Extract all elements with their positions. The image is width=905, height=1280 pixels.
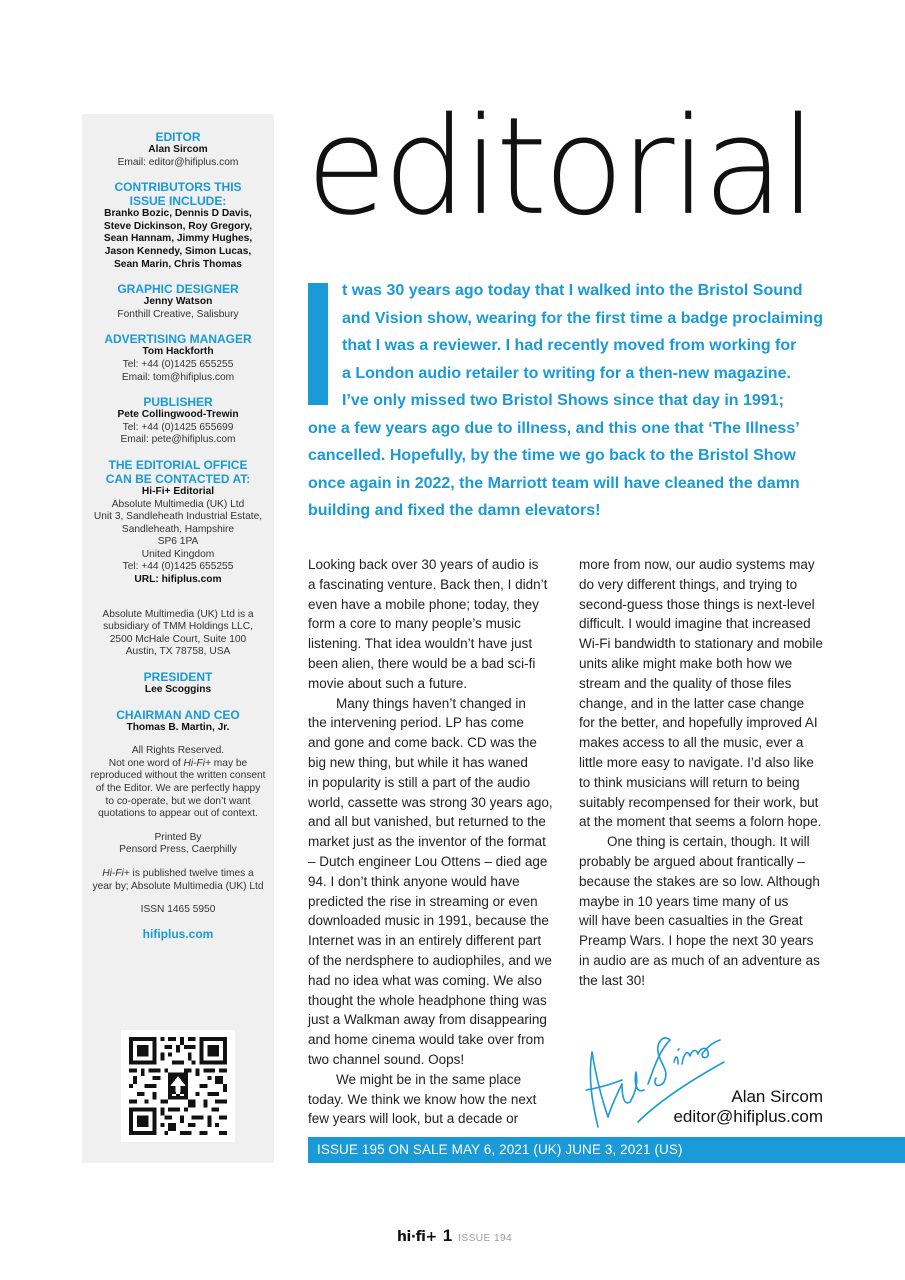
contributor-line: Branko Bozic, Dennis D Davis, — [104, 208, 252, 220]
contributor-line: Steve Dickinson, Roy Gregory, — [103, 220, 253, 232]
body-line: suitably recompensed for their work, but — [579, 794, 819, 810]
contributor-line: Sean Hannam, Jimmy Hughes, — [103, 233, 253, 245]
advertising-email: Email: tom@hifiplus.com — [121, 371, 235, 383]
editor-credit — [82, 130, 274, 169]
body-column-1 — [308, 555, 564, 1129]
body-line: a fascinating venture. Back then, I didn’t — [308, 576, 548, 592]
office-line: Sandleheath, Hampshire — [121, 523, 235, 535]
body-line: will have been casualties in the Great — [579, 913, 803, 929]
office-line: United Kingdom — [141, 548, 215, 560]
contributors-heading-2: ISSUE INCLUDE: — [129, 194, 227, 209]
intro-line: a London audio retailer to writing for a then-new magazine. — [342, 364, 791, 382]
office-heading: THE EDITORIAL OFFICE — [108, 457, 248, 472]
advertising-tel: Tel: +44 (0)1425 655255 — [122, 358, 234, 370]
office-url: URL: hifiplus.com — [134, 574, 222, 586]
designer-credit — [82, 282, 274, 321]
body-line: market just as the inventor of the format — [308, 834, 546, 850]
author-name: Alan Sircom — [731, 1087, 823, 1106]
editor-heading: EDITOR — [155, 130, 201, 144]
body-line: the last 30! — [579, 972, 646, 988]
body-line: Preamp Wars. I hope the next 30 years — [579, 933, 814, 949]
subsidiary-note — [82, 609, 274, 659]
body-line: 94. I don’t think anyone would have — [308, 873, 520, 889]
intro-line: t was 30 years ago today that I walked into the Bristol Sound — [342, 282, 803, 299]
designer-heading: GRAPHIC DESIGNER — [117, 282, 239, 297]
body-line: few years will look, but a decade or — [308, 1111, 519, 1127]
rights-line: to co-operate, but we don’t want — [105, 795, 251, 807]
page-title: editorial — [306, 88, 813, 246]
rights-line: quotations to appear out of context. — [98, 808, 258, 820]
publisher-tel: Tel: +44 (0)1425 655699 — [122, 421, 234, 433]
office-contact — [82, 458, 274, 587]
advertising-heading: ADVERTISING MANAGER — [104, 332, 252, 347]
body-line: form a core to many people’s music — [308, 616, 521, 632]
intro-line: that I was a reviewer. I had recently moved from working for — [342, 337, 797, 354]
body-line: for the better, and hopefully improved AI — [579, 715, 818, 731]
body-line: difficult. I would imagine that increased — [579, 616, 811, 632]
designer-company: Fonthill Creative, Salisbury — [117, 308, 239, 320]
qr-code-icon — [128, 1037, 228, 1135]
chairman-heading: CHAIRMAN AND CEO — [116, 707, 240, 722]
body-line: in audio are as much of an adventure as — [579, 952, 820, 968]
body-line: even have a mobile phone; today, they — [308, 596, 539, 612]
body-line: of the nerdsphere to audiophiles, and we — [308, 952, 552, 968]
publishing-line — [82, 868, 274, 881]
editor-email: Email: editor@hifiplus.com — [117, 156, 239, 168]
contributors-heading: CONTRIBUTORS THIS — [114, 180, 242, 195]
body-line: two channel sound. Oops! — [308, 1051, 465, 1067]
body-line: movie about such a future. — [308, 675, 468, 691]
chairman-name: Thomas B. Martin, Jr. — [126, 721, 230, 733]
publisher-name: Pete Collingwood-Trewin — [117, 409, 239, 421]
editor-name: Alan Sircom — [148, 144, 208, 155]
qr-code — [121, 1030, 235, 1142]
rights-line: All Rights Reserved. — [131, 745, 225, 757]
body-line: downloaded music in 1991, because the — [308, 913, 549, 929]
office-line: SP6 1PA — [157, 536, 199, 548]
body-line: probably be argued about frantically – — [579, 853, 805, 869]
publisher-credit — [82, 395, 274, 447]
body-line: more from now, our audio systems may — [579, 557, 815, 572]
body-line: – Dutch engineer Lou Ottens – died age — [308, 853, 548, 869]
body-line: do very different things, and trying to — [579, 576, 798, 592]
publishing-text: is published twelve times a — [129, 867, 254, 879]
contributor-line: Jason Kennedy, Simon Lucas, — [104, 245, 252, 257]
body-line: Looking back over 30 years of audio is — [308, 557, 539, 572]
printer-note — [82, 832, 274, 857]
office-line: Absolute Multimedia (UK) Ltd — [111, 498, 245, 510]
body-line: makes access to all the music, ever a — [579, 735, 804, 751]
body-line: predicted the rise in streaming or even — [308, 893, 538, 909]
issn-line: ISSN 1465 5950 — [140, 904, 216, 916]
body-line: maybe in 10 years time many of us — [579, 893, 789, 909]
subsidiary-line: Absolute Multimedia (UK) Ltd is a — [102, 608, 254, 620]
printer-line: Printed By — [154, 831, 202, 843]
rights-brand: Hi-Fi+ — [183, 757, 211, 769]
body-line: and home cinema would take over from — [308, 1032, 545, 1048]
rights-text: Not one word of — [108, 757, 184, 769]
body-line: the intervening period. LP has come — [308, 715, 524, 731]
website-link[interactable]: hifiplus.com — [142, 926, 214, 941]
body-line: Many things haven’t changed in — [336, 695, 526, 711]
designer-name: Jenny Watson — [143, 296, 213, 308]
publishing-brand: Hi-Fi+ — [102, 867, 130, 879]
body-line: today. We think we know how the next — [308, 1091, 537, 1107]
president-name: Lee Scoggins — [144, 684, 212, 696]
intro-line: once again in 2022, the Marriott team will have cleaned the damn — [308, 474, 800, 492]
body-line: We might be in the same place — [336, 1071, 522, 1087]
body-line: world, cassette was strong 30 years ago, — [308, 794, 553, 810]
body-line: One thing is certain, though. It will — [607, 834, 810, 850]
office-line: Tel: +44 (0)1425 655255 — [122, 561, 234, 573]
on-sale-banner: ISSUE 195 ON SALE MAY 6, 2021 (UK) JUNE 3, 2021 (US) — [308, 1137, 905, 1163]
body-line: second-guess those things is next-level — [579, 596, 815, 612]
body-line: thought the whole headphone thing was — [308, 992, 547, 1008]
hifiplus-logo: hi·fi+ — [397, 1229, 437, 1245]
rights-line — [82, 758, 274, 771]
rights-notice — [82, 745, 274, 821]
office-name: Hi-Fi+ Editorial — [141, 485, 215, 497]
advertising-credit — [82, 332, 274, 384]
body-line: Wi-Fi bandwidth to stationary and mobile — [579, 636, 823, 652]
intro-line: and Vision show, wearing for the first time a badge proclaiming — [342, 309, 823, 327]
issn — [82, 904, 274, 917]
rights-text: may be — [210, 757, 248, 769]
body-line: listening. That idea wouldn’t have just — [308, 636, 533, 652]
body-line: change, and in the latter case change — [579, 695, 805, 711]
president-credit — [82, 670, 274, 697]
website — [82, 928, 274, 941]
president-heading: PRESIDENT — [143, 670, 213, 685]
body-column-2 — [579, 555, 835, 991]
page-footer — [397, 1226, 512, 1246]
advertising-name: Tom Hackforth — [142, 346, 214, 358]
body-line: and all but vanished, but returned to the — [308, 814, 546, 830]
body-line: just a Walkman away from disappearing — [308, 1012, 547, 1028]
body-line: and gone and come back. CD was the — [308, 735, 537, 751]
subsidiary-line: subsidiary of TMM Holdings LLC, — [103, 621, 253, 633]
subsidiary-line: Austin, TX 78758, USA — [125, 646, 231, 658]
masthead-sidebar — [82, 114, 274, 1163]
intro-line: cancelled. Hopefully, by the time we go back to the Bristol Show — [308, 447, 796, 464]
body-line: Internet was in an entirely different part — [308, 933, 542, 949]
body-line: little more easy to navigate. I’d also like — [579, 754, 814, 770]
body-line: in popularity is still a part of the audio — [308, 774, 531, 790]
contributors-credit — [82, 180, 274, 271]
body-line: at the moment that seems a folorn hope. — [579, 814, 822, 830]
office-line: Unit 3, Sandleheath Industrial Estate, — [93, 511, 263, 523]
printer-line: Pensord Press, Caerphilly — [119, 844, 237, 856]
chairman-credit — [82, 708, 274, 735]
body-line: had no idea what was coming. We also — [308, 972, 542, 988]
publisher-heading: PUBLISHER — [143, 395, 213, 410]
intro-standfirst — [308, 277, 828, 525]
publishing-note — [82, 868, 274, 893]
body-line: because the stakes are so low. Although — [579, 873, 820, 889]
intro-line: one a few years ago due to illness, and this one that ‘The Illness’ — [308, 419, 800, 437]
rights-line: of the Editor. We are perfectly happy — [95, 783, 261, 794]
body-line: stream and the quality of those files — [579, 675, 792, 691]
intro-line: I’ve only missed two Bristol Shows since that day in 1991; — [342, 392, 784, 409]
body-line: big new thing, but while it has waned — [308, 754, 528, 770]
intro-line: building and fixed the damn elevators! — [308, 502, 601, 519]
publisher-email: Email: pete@hifiplus.com — [120, 434, 236, 446]
issue-label: ISSUE 194 — [458, 1233, 513, 1244]
author-email[interactable]: editor@hifiplus.com — [673, 1107, 823, 1126]
contributor-line: Sean Marin, Chris Thomas — [114, 258, 242, 270]
rights-line: reproduced without the written consent — [90, 770, 266, 782]
body-line: been alien, there would be a bad sci-fi — [308, 655, 536, 671]
office-heading-2: CAN BE CONTACTED AT: — [105, 471, 251, 486]
body-line: to think musicians will return to being — [579, 774, 800, 790]
body-line: units alike might make both how we — [579, 655, 793, 671]
publishing-line: year by; Absolute Multimedia (UK) Ltd — [92, 880, 264, 892]
subsidiary-line: 2500 McHale Court, Suite 100 — [109, 633, 247, 645]
page-number: 1 — [442, 1226, 453, 1245]
